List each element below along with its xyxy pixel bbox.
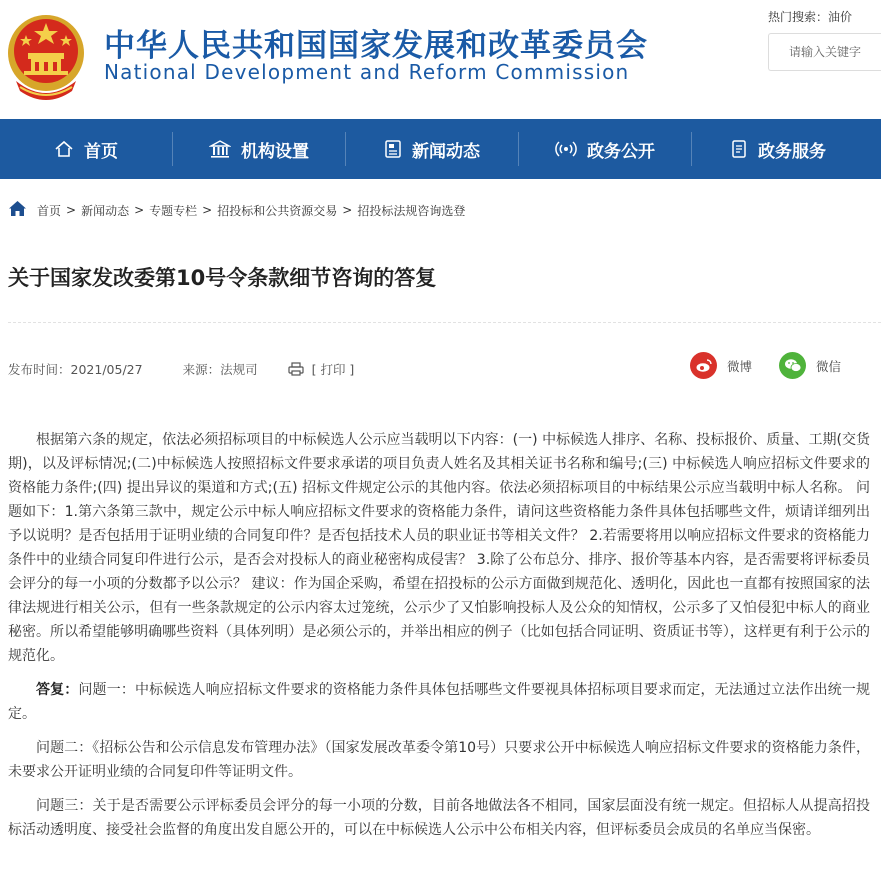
weibo-label: 微博 <box>727 358 753 374</box>
nav-item-government-affairs[interactable] <box>519 119 691 179</box>
title-divider <box>8 322 881 323</box>
news-icon <box>384 139 402 159</box>
nav-item-government-services[interactable] <box>692 119 864 179</box>
publish-date: 2021/05/27 <box>70 362 143 377</box>
hot-search-label: 热门搜索： <box>768 10 829 24</box>
breadcrumb-news[interactable]: 新闻动态 <box>81 203 130 218</box>
nav-item-home[interactable] <box>0 119 172 179</box>
wechat-label: 微信 <box>816 358 842 374</box>
home-icon <box>54 139 74 159</box>
breadcrumb-bidding-trading[interactable]: 招投标和公共资源交易 <box>217 203 338 218</box>
hot-search-term-link[interactable]: 油价 <box>828 10 853 24</box>
nav-item-label: 政务服务 <box>758 141 826 162</box>
nav-item-label: 政务公开 <box>587 141 655 162</box>
breadcrumb-current[interactable]: 招投标法规咨询选登 <box>357 203 466 218</box>
article-content <box>8 428 870 852</box>
nav-item-organization[interactable] <box>173 119 345 179</box>
breadcrumb-special-topics[interactable]: 专题专栏 <box>149 203 198 218</box>
article-meta <box>8 360 354 378</box>
answer-text-1: 问题一：中标候选人响应招标文件要求的资格能力条件具体包括哪些文件要视具体招标项目要求而定，无法通过立法作出统一规定。 <box>8 682 871 722</box>
source-label: 来源： <box>182 362 221 377</box>
breadcrumb-separator: > <box>66 203 77 217</box>
question-paragraph: 根据第六条的规定，依法必须招标项目的中标候选人公示应当载明以下内容：(一) 中标候选人排序、名称、投标报价、质量、工期(交货期)，以及评标情况;(二)中标候选人按照招标文件要求承诺的项目负责人姓名及其相关证书名称和编号;(三) 中标候选人响应招标文件要求的资格能力条件;(四) 提出异议的渠道和方式;(五) 招标文件规定公示的其他内容。依法必须招标项目的中标结果公示应当载明中标人名称。 问题如下：1.第六条第三款中，规定公示中标人响应招标文件要求的资格能力条件，请问这些资格能力条件具体包括哪些文件，烦请详细列出予以说明？是否包括用于证明业绩的合同复印件？是否包括技术人员的职业证书等相关文件？ 2.若需要将用以响应招标文件要求的资格能力条件中的业绩合同复印件进行公示，是否会对投标人的商业秘密构成侵害？ 3.除了公布总分、排序、报价等基本内容，是否需要将评标委员会评分的每一小项的分数都予以公示？ 建议：作为国企采购，希望在招投标的公示方面做到规范化、透明化，因此也一直都有按照国家的法律法规进行相关公示，但有一些条款规定的公示内容太过笼统，公示少了又怕影响投标人及公众的知情权，公示多了又怕侵犯中标人的商业秘密。所以希望能够明确哪些资料（具体列明）是必须公示的，并举出相应的例子（比如包括合同证明、资质证书等），这样更有利于公示的规范化。 <box>8 432 870 664</box>
printer-icon <box>288 362 304 376</box>
article-title: 关于国家发改委第10号令条款细节咨询的答复 <box>8 266 437 290</box>
home-icon[interactable] <box>8 200 27 220</box>
breadcrumb-home[interactable]: 首页 <box>37 203 62 218</box>
answer-paragraph-1 <box>8 678 870 726</box>
weibo-icon <box>690 352 717 379</box>
search-input[interactable] <box>769 34 881 70</box>
answer-label: 答复： <box>36 682 79 698</box>
wechat-icon <box>779 352 806 379</box>
answer-paragraph-2: 问题二：《招标公告和公示信息发布管理办法》（国家发展改革委令第10号）只要求公开中标候选人响应招标文件要求的资格能力条件，未要求公开证明业绩的合同复印件等证明文件。 <box>8 740 870 780</box>
site-title-english[interactable]: National Development and Reform Commission <box>104 60 630 84</box>
source-info <box>183 360 258 378</box>
breadcrumb-separator: > <box>342 203 353 217</box>
publish-label: 发布时间： <box>8 362 71 377</box>
breadcrumb <box>8 200 465 220</box>
publish-info <box>8 360 143 378</box>
nav-item-label: 机构设置 <box>241 141 309 162</box>
nav-item-label: 新闻动态 <box>412 141 480 162</box>
share-weibo-button[interactable] <box>690 352 752 379</box>
share-wechat-button[interactable] <box>779 352 841 379</box>
breadcrumb-separator: > <box>134 203 145 217</box>
source-value: 法规司 <box>220 362 258 377</box>
national-emblem-icon[interactable] <box>6 9 86 109</box>
print-button[interactable] <box>288 360 355 378</box>
site-header <box>0 0 881 118</box>
main-nav <box>0 119 881 179</box>
search-box <box>768 33 881 71</box>
broadcast-icon <box>555 139 577 159</box>
answer-paragraph-3: 问题三：关于是否需要公示评标委员会评分的每一小项的分数，目前各地做法各不相同，国家层面没有统一规定。但招标人从提高招投标活动透明度、接受社会监督的角度出发自愿公开的，可以在中标候选人公示中公布相关内容，但评标委员会成员的名单应当保密。 <box>8 798 870 838</box>
hot-search <box>768 8 852 25</box>
clipboard-icon <box>730 139 748 159</box>
site-title-chinese[interactable]: 中华人民共和国国家发展和改革委员会 <box>104 28 648 64</box>
building-icon <box>209 139 231 159</box>
print-label: [ 打印 ] <box>311 362 355 377</box>
nav-item-news[interactable] <box>346 119 518 179</box>
nav-item-label: 首页 <box>84 141 118 162</box>
breadcrumb-separator: > <box>202 203 213 217</box>
